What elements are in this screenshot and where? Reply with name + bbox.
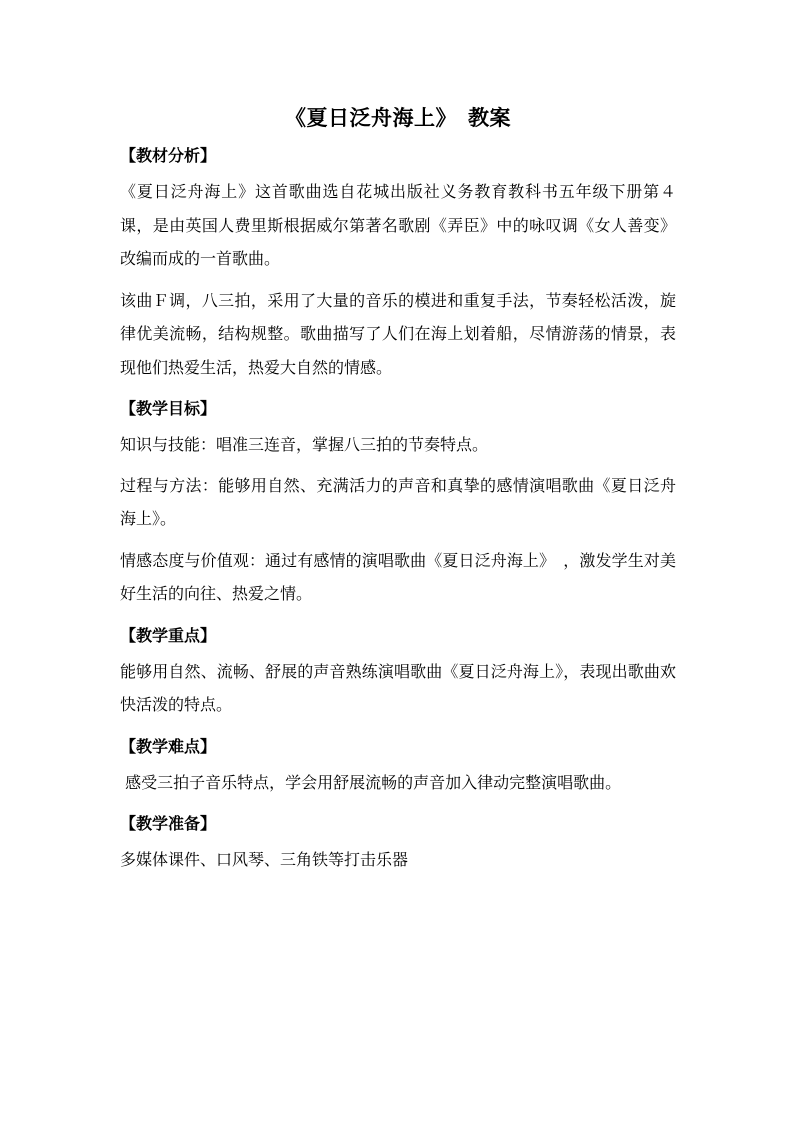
- section-heading: 【教学重点】: [120, 625, 217, 645]
- section-heading: 【教学目标】: [120, 399, 217, 418]
- section-heading: 【教材分析】: [120, 146, 217, 165]
- section-teaching-difficulty: [120, 730, 676, 800]
- paragraph: 该曲Ｆ调，八三拍，采用了大量的音乐的模进和重复手法，节奏轻松活泼，旋律优美流畅，结构规整。歌曲描写了人们在海上划着船，尽情游荡的情景，表现他们热爱生活，热爱大自然的情感。: [120, 290, 676, 377]
- section-heading: 【教学难点】: [120, 736, 217, 756]
- section-teaching-goals: [120, 392, 676, 611]
- paragraph: 《夏日泛舟海上》这首歌曲选自花城出版社义务教育教科书五年级下册第４课，是由英国人费里斯根据威尔第著名歌剧《弄臣》中的咏叹调《女人善变》改编而成的一首歌曲。: [120, 182, 676, 268]
- document-title: 《夏日泛舟海上》 教案: [285, 106, 511, 130]
- section-heading: 【教学准备】: [120, 814, 217, 833]
- paragraph: 多媒体课件、口风琴、三角铁等打击乐器: [120, 850, 409, 869]
- paragraph: 能够用自然、流畅、舒展的声音熟练演唱歌曲《夏日泛舟海上》，表现出歌曲欢快活泼的特点。: [120, 661, 676, 714]
- paragraph: 知识与技能：唱准三连音，掌握八三拍的节奏特点。: [120, 435, 489, 454]
- paragraph: 过程与方法：能够用自然、充满活力的声音和真挚的感情演唱歌曲《夏日泛舟海上》。: [120, 475, 676, 528]
- section-material-analysis: [120, 139, 676, 384]
- paragraph: 感受三拍子音乐特点，学会用舒展流畅的声音加入律动完整演唱歌曲。: [120, 772, 622, 792]
- document-body: [120, 101, 676, 885]
- paragraph: 情感态度与价值观：通过有感情的演唱歌曲《夏日泛舟海上》 ，激发学生对美好生活的向往、热爱之情。: [120, 550, 676, 603]
- section-teaching-focus: [120, 619, 676, 722]
- section-teaching-preparation: [120, 807, 676, 877]
